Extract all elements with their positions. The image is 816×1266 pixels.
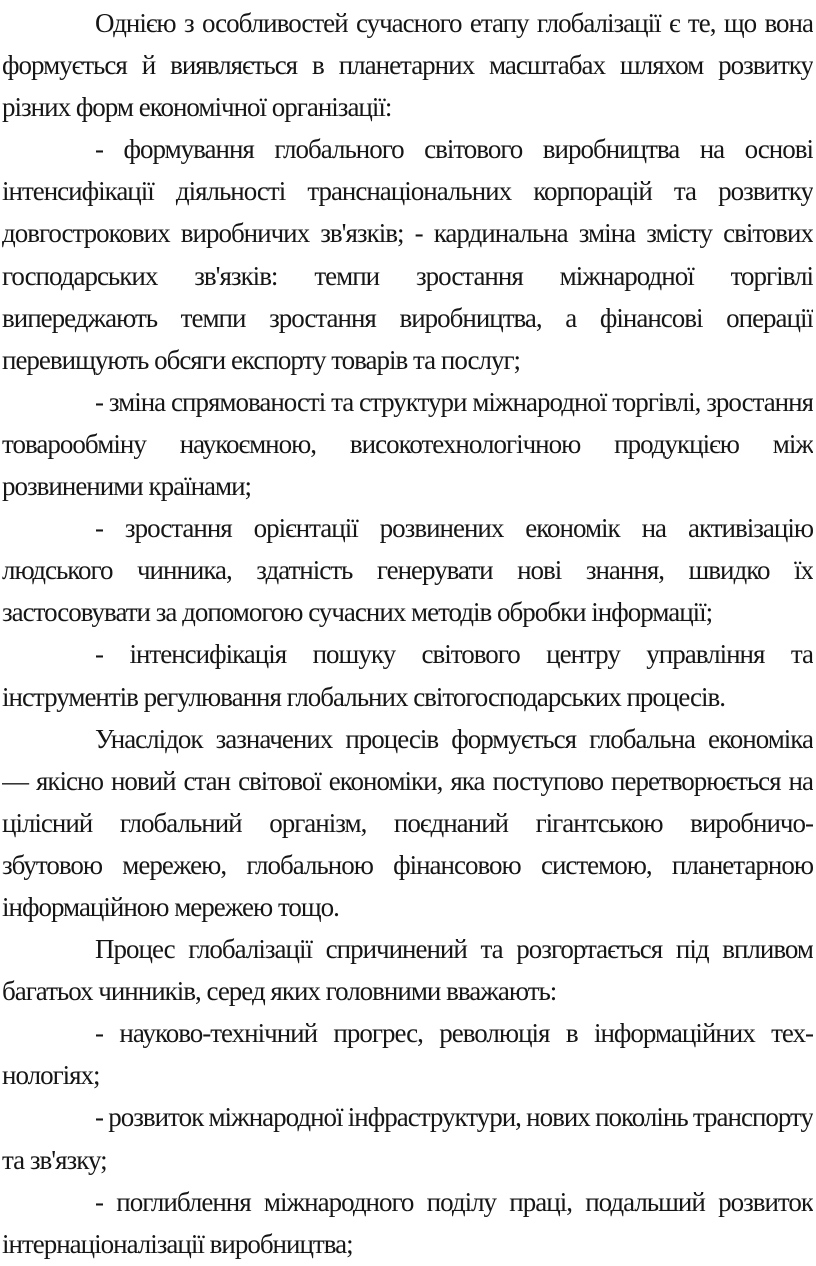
- text-line: - зростання орієнтації розвинених економік на активізацію: [95, 513, 813, 544]
- text-line: господарських зв'язків: темпи зростання міжнародної торгівлі: [2, 260, 813, 291]
- text-line: - формування глобального світового виробництва на основі: [95, 134, 813, 165]
- paragraph: [2, 1012, 813, 1096]
- paragraph: [2, 1096, 813, 1180]
- text-line: Унаслідок зазначених процесів формується глобальна економіка: [95, 723, 813, 754]
- paragraph: [2, 718, 813, 928]
- text-line: - розвиток міжнародної інфраструктури, нових поколінь транспорту: [95, 1102, 813, 1133]
- paragraph: [2, 507, 813, 633]
- text-line: цілісний глобальний організм, поєднаний гігантською виробничо-: [2, 807, 813, 838]
- text-line: - інтенсифікація пошуку світового центру управління та: [95, 639, 813, 670]
- paragraph: [2, 633, 813, 717]
- text-line: формується й виявляється в планетарних масштабах шляхом розвитку: [2, 50, 813, 81]
- paragraph: [2, 928, 813, 1012]
- text-line: людського чинника, здатність генерувати нові знання, швидко їх: [2, 555, 813, 586]
- text-line: випереджають темпи зростання виробництва, а фінансові операції: [2, 302, 813, 333]
- text-line: - науково-технічний прогрес, революція в інформаційних тех-: [95, 1018, 813, 1049]
- text-line: довгострокових виробничих зв'язків; - кардинальна зміна змісту світових: [2, 218, 813, 249]
- paragraph: [2, 381, 813, 507]
- text-line: Процес глобалізації спричинений та розгортається під впливом: [95, 934, 813, 965]
- text-line: різних форм економічної організації:: [2, 92, 392, 123]
- text-line: багатьох чинників, серед яких головними вважають:: [2, 976, 557, 1007]
- text-line: інформаційною мережею тощо.: [2, 891, 339, 922]
- text-line: та зв'язку;: [2, 1144, 107, 1175]
- text-line: — якісно новий стан світової економіки, яка поступово перетворюється на: [2, 765, 813, 796]
- document-body: [2, 2, 813, 1265]
- text-line: - зміна спрямованості та структури міжнародної торгівлі, зростання: [95, 386, 813, 417]
- text-line: збутовою мережею, глобальною фінансовою системою, планетарною: [2, 849, 813, 880]
- text-line: Однією з особливостей сучасного етапу глобалізації є те, що вона: [95, 8, 813, 38]
- paragraph: [2, 1181, 813, 1265]
- text-line: інтернаціоналізації виробництва;: [2, 1228, 353, 1259]
- text-line: - поглиблення міжнародного поділу праці, подальший розвиток: [95, 1186, 813, 1217]
- text-line: нологіях;: [2, 1060, 100, 1091]
- text-line: розвиненими країнами;: [2, 471, 252, 502]
- paragraph: [2, 2, 813, 128]
- paragraph: [2, 128, 813, 381]
- text-line: перевищують обсяги експорту товарів та послуг;: [2, 344, 521, 375]
- text-line: інтенсифікації діяльності транснаціональних корпорацій та розвитку: [2, 176, 813, 207]
- text-line: товарообміну наукоємною, високотехнологічною продукцією між: [2, 428, 813, 459]
- text-line: застосовувати за допомогою сучасних методів обробки інформації;: [2, 597, 713, 628]
- text-line: інструментів регулювання глобальних світогосподарських процесів.: [2, 681, 725, 712]
